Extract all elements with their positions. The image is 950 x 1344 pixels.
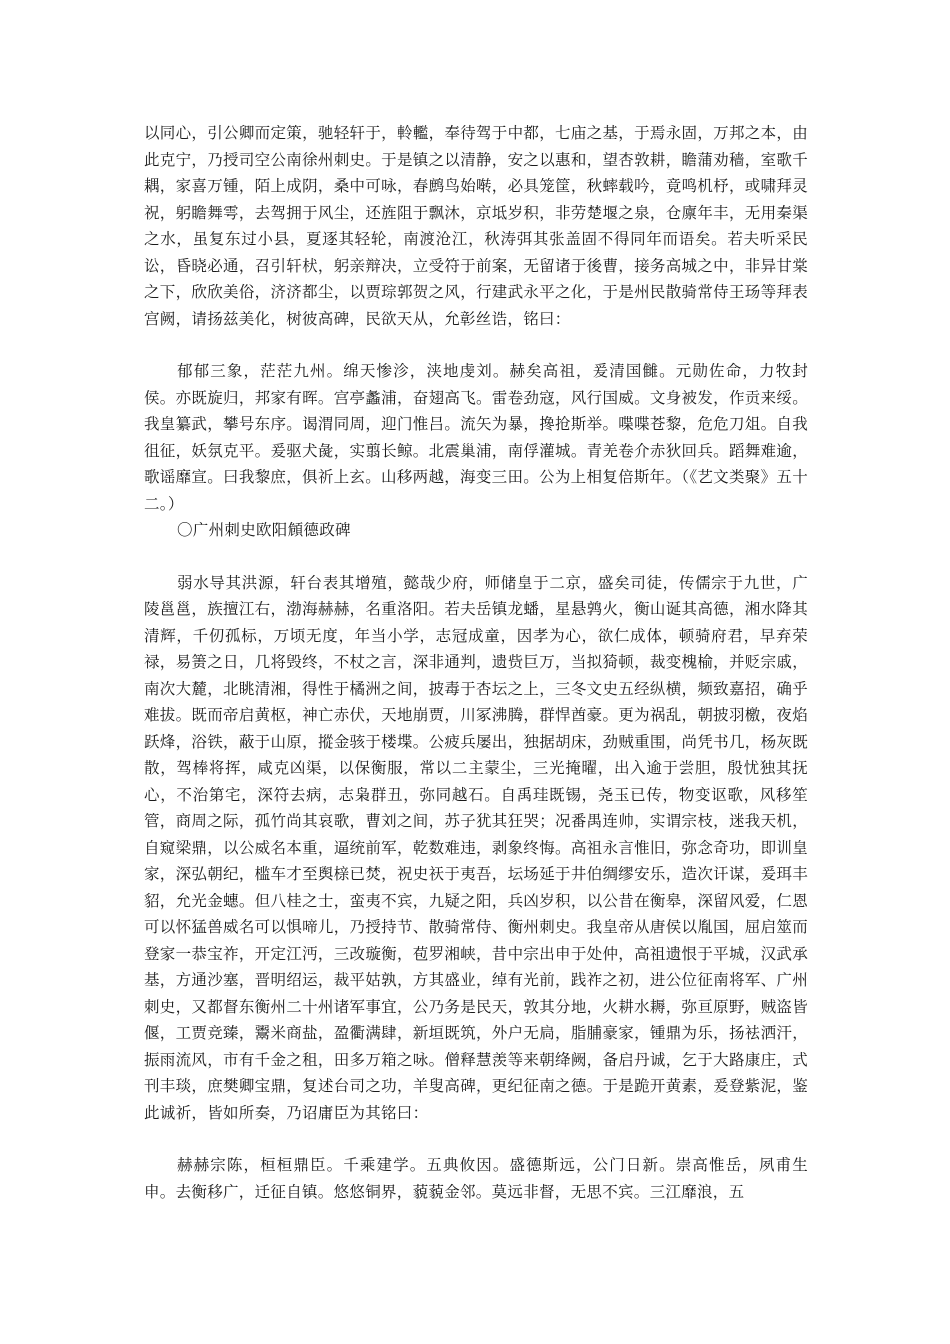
paragraph-prose-2: 弱水导其洪源，轩台表其增殖，懿哉少府，师储皇于二京，盛矣司徒，传儒宗于九世，广陵邕邕，族擅江右，渤海赫赫，名重洛阳。若夫岳镇龙蟠，星悬鹑火，衡山诞其高德，湘水降其清辉，千仞孤标，万顷无度，年当小学，志冠成童，因孝为心，欲仁成体，顿骑府君，早弃荣禄，易箦之日，几将毁终，不杖之言，深非通判，遗赀巨万，当拟猗顿，裁变槐榆，并贬宗戚，南次大麓，北眺清湘，得性于橘洲之间，披毒于杏坛之上，三冬文史五经纵横，频致嘉招，确乎难拔。既而帝启黄枢，神亡赤伏，天地崩贾，川冢沸腾，群悍酋豪。更为祸乱，朝披羽檄，夜焰跃烽，浴铁，蔽于山原，摐金骇于楼堞。公疲兵屡出，独据胡床，劲贼重围，尚凭书几，杨灰既散，驾棒将挥，咸克凶渠，以保衡服，常以二主蒙尘，三光掩曜，出入逾于尝胆，殷忧独其抚心，不治第宅，深符去病，志枭群丑，弥同越石。自禹珪既锡，尧玉已传，物变讴歌，风移笙管，商周之际，孤竹尚其哀歌，曹刘之间，苏子犹其狂哭；况番禺连帅，实谓宗枝，迷我天机，自窥梁鼎，以公威名本重，逼统前军，乾数难违，剥象终悔。高祖永言惟旧，弥念奇功，即训皇家，深弘朝纪，槛车才至舆榇已焚，祝史祆于夷吾，坛场延于井伯绸缪安乐，造次讦谋，爰珥丰貂，允光金蟪。但八桂之士，蛮夷不宾，九疑之阳，兵凶岁积，以公昔在衡皋，深留风爱，仁恩可以怀猛兽威名可以惧啼儿，乃授持节、散骑常侍、衡州刺史。我皇帝从唐侯以胤国，屈启筮而登家一恭宝祚，开定江沔，三改璇衡，苞罗湘峡，昔中宗出申于处仲，高祖遗恨于平城，汉武承基，方通沙塞，晋明绍运，裁平姑孰，方其盛业，绰有光前，践祚之初，进公位征南将军、广州刺史，又都督东衡州二十州诸军事宜，公乃务是民天，敦其分地，火耕水耨，弥亘原野，贼盗皆偃，工贾竞臻，鬻米商盐，盈衢满肆，新垣既筑，外户无扃，脂脯豪家，锺鼎为乐，扬袪洒汗，振雨流风，市有千金之租，田多万箱之咏。僧释慧羡等来朝绛阙，备启丹诚，乞于大路康庄，式刊丰琰，庶樊卿宝鼎，复述台司之功，羊叟高碑，更纪征南之德。于是跪开黄素，爰登紫泥，鉴此诚祈，皆如所奏，乃诏庸臣为其铭曰：: [144, 573, 808, 1122]
section-heading: 〇广州刺史欧阳頠德政碑: [177, 521, 351, 539]
document-page: [144, 120, 808, 1205]
paragraph-inscription-2: 赫赫宗陈，桓桓鼎臣。千乘建学。五典攸因。盛德斯远，公门日新。崇高惟岳，夙甫生申。去衡移广，迁征自镇。悠悠铜界，藐藐金邻。莫远非督，无思不宾。三江靡浪，五: [144, 1156, 808, 1201]
paragraph-inscription-1: 郁郁三象，茫茫九州。绵天惨沴，浃地虔刘。赫矣高祖，爰清国雠。元勋佐命，力牧封侯。亦既旋归，邦家有晖。宫亭蠡浦，奋翅高飞。雷卷劲寇，风行国威。文身被发，作贡来绥。我皇纂武，攀号东序。谒渭同周，迎门惟吕。流矢为暴，搀抢斯举。喋喋苍黎，危危刀俎。自我徂征，妖氛克平。爰驱犬彘，实翦长鲸。北震巢浦，南俘灌城。青羌卷介赤狄回兵。蹈舞难逾，歌谣靡宣。曰我黎庶，俱祈上玄。山移两越，海变三田。公为上相复倍斯年。（《艺文类聚》五十二。）: [144, 362, 808, 513]
paragraph-prose-1: 以同心，引公卿而定策，驰轻轩于，軨轞，奉待驾于中都，七庙之基，于焉永固，万邦之本，由此克宁，乃授司空公南徐州刺史。于是镇之以清静，安之以惠和，望杏敦耕，瞻蒲劝穑，室歌千耦，家喜万锺，陌上成阴，桑中可咏，春鹧鸟始啭，必具笼筐，秋蟀载吟，竟鸣机杼，或啸拜灵祝，躬瞻舞雩，去驾拥于风尘，还旌阻于飘沐，京坻岁积，非劳楚堰之泉，仓廪年丰，无用秦渠之水，虽复东过小县，夏逐其轻轮，南渡沧江，秋涛弭其张盖固不得同年而语矣。若夫听采民讼，昏晓必通，召引轩枤，躬亲辩决，立受符于前案，无留诸于後曹，接务高城之中，非异甘棠之下，欣欣美俗，济济都尘，以贾琮郭贺之风，行建武永平之化，于是州民散骑常侍王玚等拜表宫阙，请扬兹美化，树彼高碑，民欲天从，允彰丝诰，铭曰：: [144, 124, 808, 328]
